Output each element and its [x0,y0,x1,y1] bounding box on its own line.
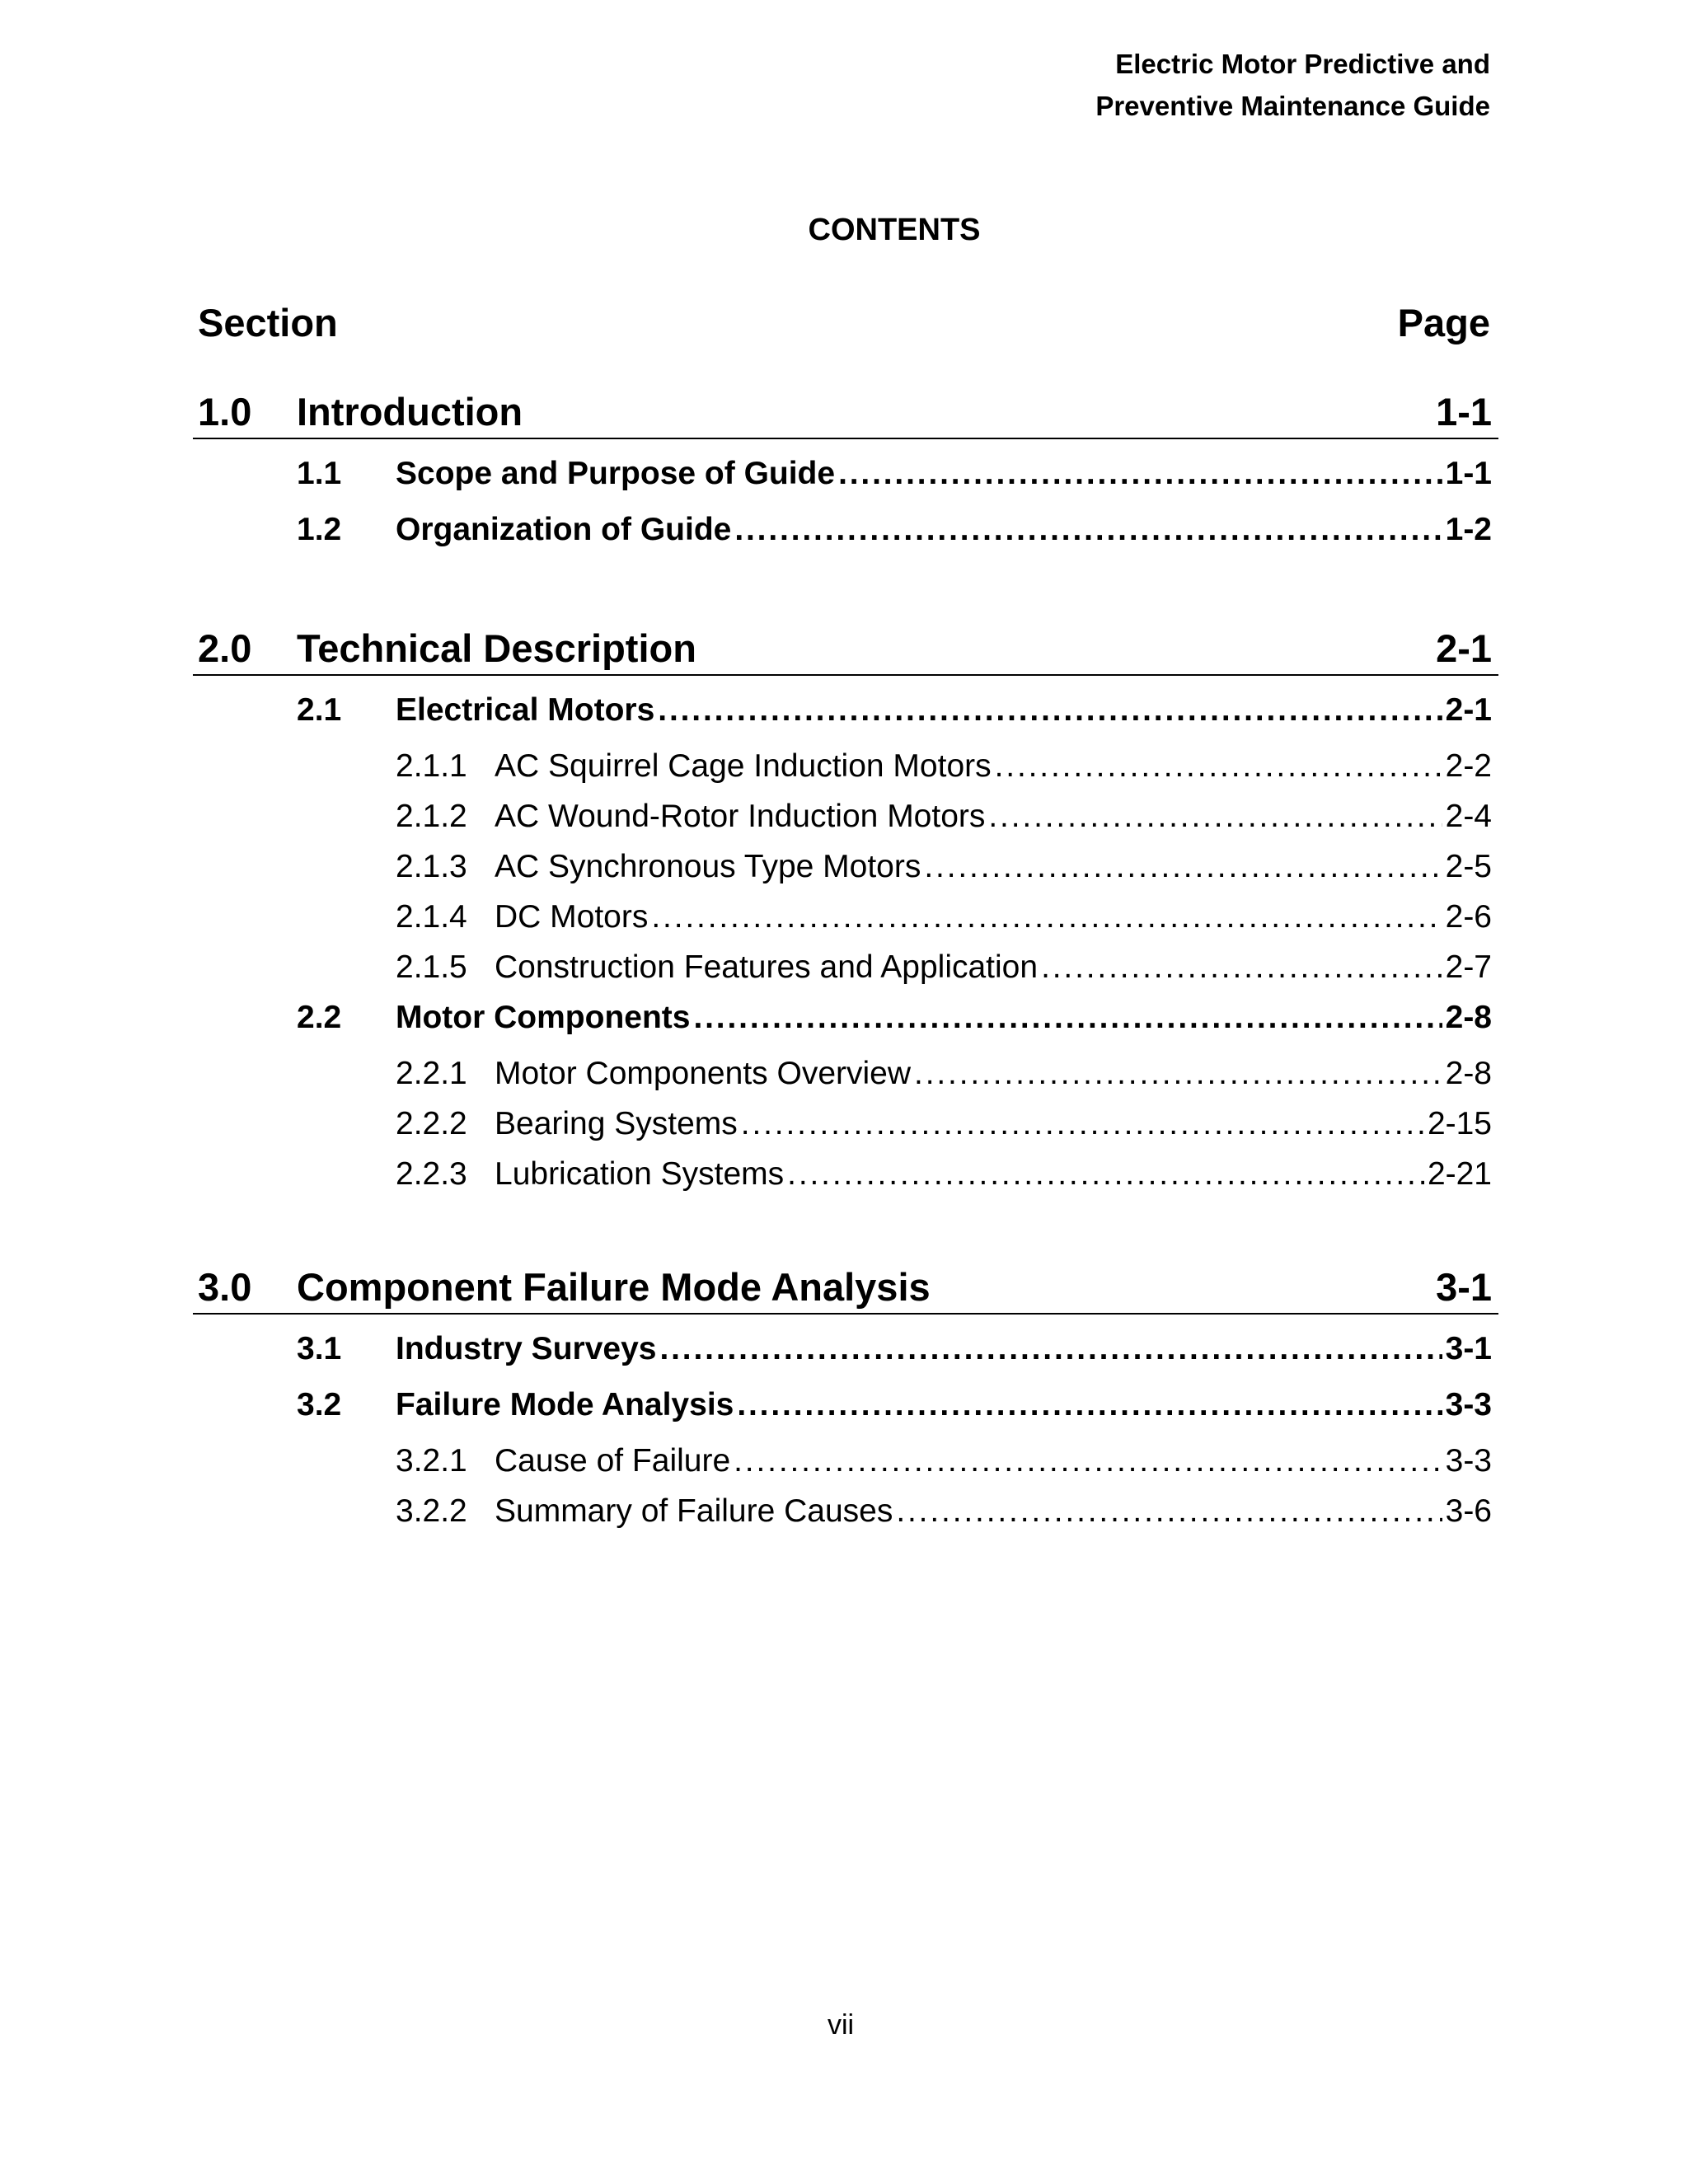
toc-dot-leader [737,1387,1442,1423]
toc-section-entry[interactable] [198,456,1492,512]
toc-entry-title: Summary of Failure Causes [495,1493,893,1529]
toc-section-entry[interactable] [198,1000,1492,1056]
toc-entry-number: 2.1.5 [396,949,467,985]
toc-section-entry[interactable] [198,1387,1492,1443]
toc-entry-page: 1-1 [1445,456,1492,491]
toc-subsection-entry[interactable] [198,1443,1492,1493]
toc-dot-leader [693,1000,1442,1036]
toc-entry-title: Lubrication Systems [495,1156,785,1192]
toc-entry-page: 3-6 [1445,1493,1492,1529]
toc-entry-number: 1.2 [297,512,342,547]
toc-entry-title: Electrical Motors [396,692,655,728]
toc-major-page: 1-1 [1436,390,1492,434]
toc-entry-page: 3-1 [1445,1331,1492,1366]
toc-entry-title: Industry Surveys [396,1331,657,1366]
toc-entry-number: 2.1.3 [396,849,467,884]
toc-subsection-entry[interactable] [198,1106,1492,1156]
toc-subsection-entry[interactable] [198,899,1492,949]
toc-dot-leader [734,512,1442,548]
toc-major-number: 2.0 [198,626,252,670]
toc-entry-number: 3.2.2 [396,1493,467,1529]
toc-entry-page: 2-4 [1445,799,1492,834]
toc-entry-page: 2-7 [1445,949,1492,985]
toc-major-page: 2-1 [1436,626,1492,670]
toc-major-number: 1.0 [198,390,252,434]
toc-dot-leader [914,1056,1442,1092]
running-header [1095,43,1490,127]
contents-title: CONTENTS [808,213,981,247]
header-line-1: Electric Motor Predictive and [1115,49,1490,79]
toc-section-entry[interactable] [198,692,1492,748]
toc-dot-leader [988,799,1442,835]
toc-subsection-entry[interactable] [198,1493,1492,1544]
toc-entry-title: Cause of Failure [495,1443,731,1479]
toc-section-entry[interactable] [198,1331,1492,1387]
toc-major-section [198,1264,1492,1544]
toc-dot-leader [924,849,1442,885]
toc-entry-number: 2.1.4 [396,899,467,935]
toc-entry-title: Organization of Guide [396,512,732,547]
toc-dot-leader [1041,949,1442,986]
header-line-2: Preventive Maintenance Guide [1095,91,1490,121]
toc-entry-title: Failure Mode Analysis [396,1387,734,1422]
page-number: vii [827,2009,855,2041]
toc-major-page: 3-1 [1436,1265,1492,1309]
toc-subsection-entry[interactable] [198,849,1492,899]
toc-subsection-entry[interactable] [198,748,1492,799]
toc-subsection-entry[interactable] [198,799,1492,849]
toc-entry-number: 2.2.2 [396,1106,467,1141]
toc-entry-number: 2.1.1 [396,748,467,784]
toc-entry-title: Motor Components Overview [495,1056,912,1091]
toc-entry-title: Bearing Systems [495,1106,738,1141]
toc-entry-number: 2.1.2 [396,799,467,834]
toc-major-title: Introduction [297,390,523,434]
toc-major-title: Technical Description [297,626,696,670]
toc-dot-leader [787,1156,1424,1193]
toc-entry-number: 2.2.3 [396,1156,467,1192]
toc-entry-page: 2-8 [1445,1056,1492,1091]
toc-dot-leader [896,1493,1442,1530]
toc-entry-page: 2-15 [1427,1106,1492,1141]
toc-dot-leader [838,456,1442,492]
toc-entry-page: 2-8 [1445,1000,1492,1035]
toc-major-heading[interactable] [193,1264,1498,1315]
toc-entry-title: Scope and Purpose of Guide [396,456,836,491]
toc-entry-title: Motor Components [396,1000,691,1035]
toc-dot-leader [658,692,1442,729]
toc-major-section [198,389,1492,568]
toc-dot-leader [651,899,1442,935]
toc-entry-page: 3-3 [1445,1387,1492,1422]
toc-entry-page: 2-21 [1427,1156,1492,1192]
toc-entry-page: 1-2 [1445,512,1492,547]
toc-entry-number: 1.1 [297,456,342,491]
toc-entry-page: 2-6 [1445,899,1492,935]
toc-subsection-entry[interactable] [198,1156,1492,1207]
page-column-heading: Page [1397,301,1490,344]
toc-entry-number: 2.1 [297,692,342,728]
toc-entry-number: 3.2.1 [396,1443,467,1479]
toc-entry-page: 2-1 [1445,692,1492,728]
section-column-heading: Section [198,301,338,344]
toc-major-section [198,626,1492,1207]
toc-subsection-entry[interactable] [198,1056,1492,1106]
toc-entry-title: AC Squirrel Cage Induction Motors [495,748,992,784]
toc-entry-number: 2.2.1 [396,1056,467,1091]
toc-major-number: 3.0 [198,1265,252,1309]
toc-entry-number: 3.2 [297,1387,342,1422]
toc-entry-title: DC Motors [495,899,649,935]
toc-dot-leader [734,1443,1442,1479]
toc-entry-page: 2-2 [1445,748,1492,784]
toc-dot-leader [659,1331,1442,1367]
toc-major-title: Component Failure Mode Analysis [297,1265,931,1309]
toc-subsection-entry[interactable] [198,949,1492,1000]
toc-entry-title: AC Wound-Rotor Induction Motors [495,799,986,834]
toc-major-heading[interactable] [193,626,1498,676]
toc-dot-leader [741,1106,1424,1142]
toc-dot-leader [995,748,1442,785]
toc-section-entry[interactable] [198,512,1492,568]
toc-entry-number: 2.2 [297,1000,342,1035]
toc-entry-page: 2-5 [1445,849,1492,884]
toc-entry-title: Construction Features and Application [495,949,1039,985]
toc-entry-page: 3-3 [1445,1443,1492,1479]
toc-entry-number: 3.1 [297,1331,342,1366]
toc-entry-title: AC Synchronous Type Motors [495,849,921,884]
toc-major-heading[interactable] [193,389,1498,439]
table-of-contents [198,389,1492,1544]
